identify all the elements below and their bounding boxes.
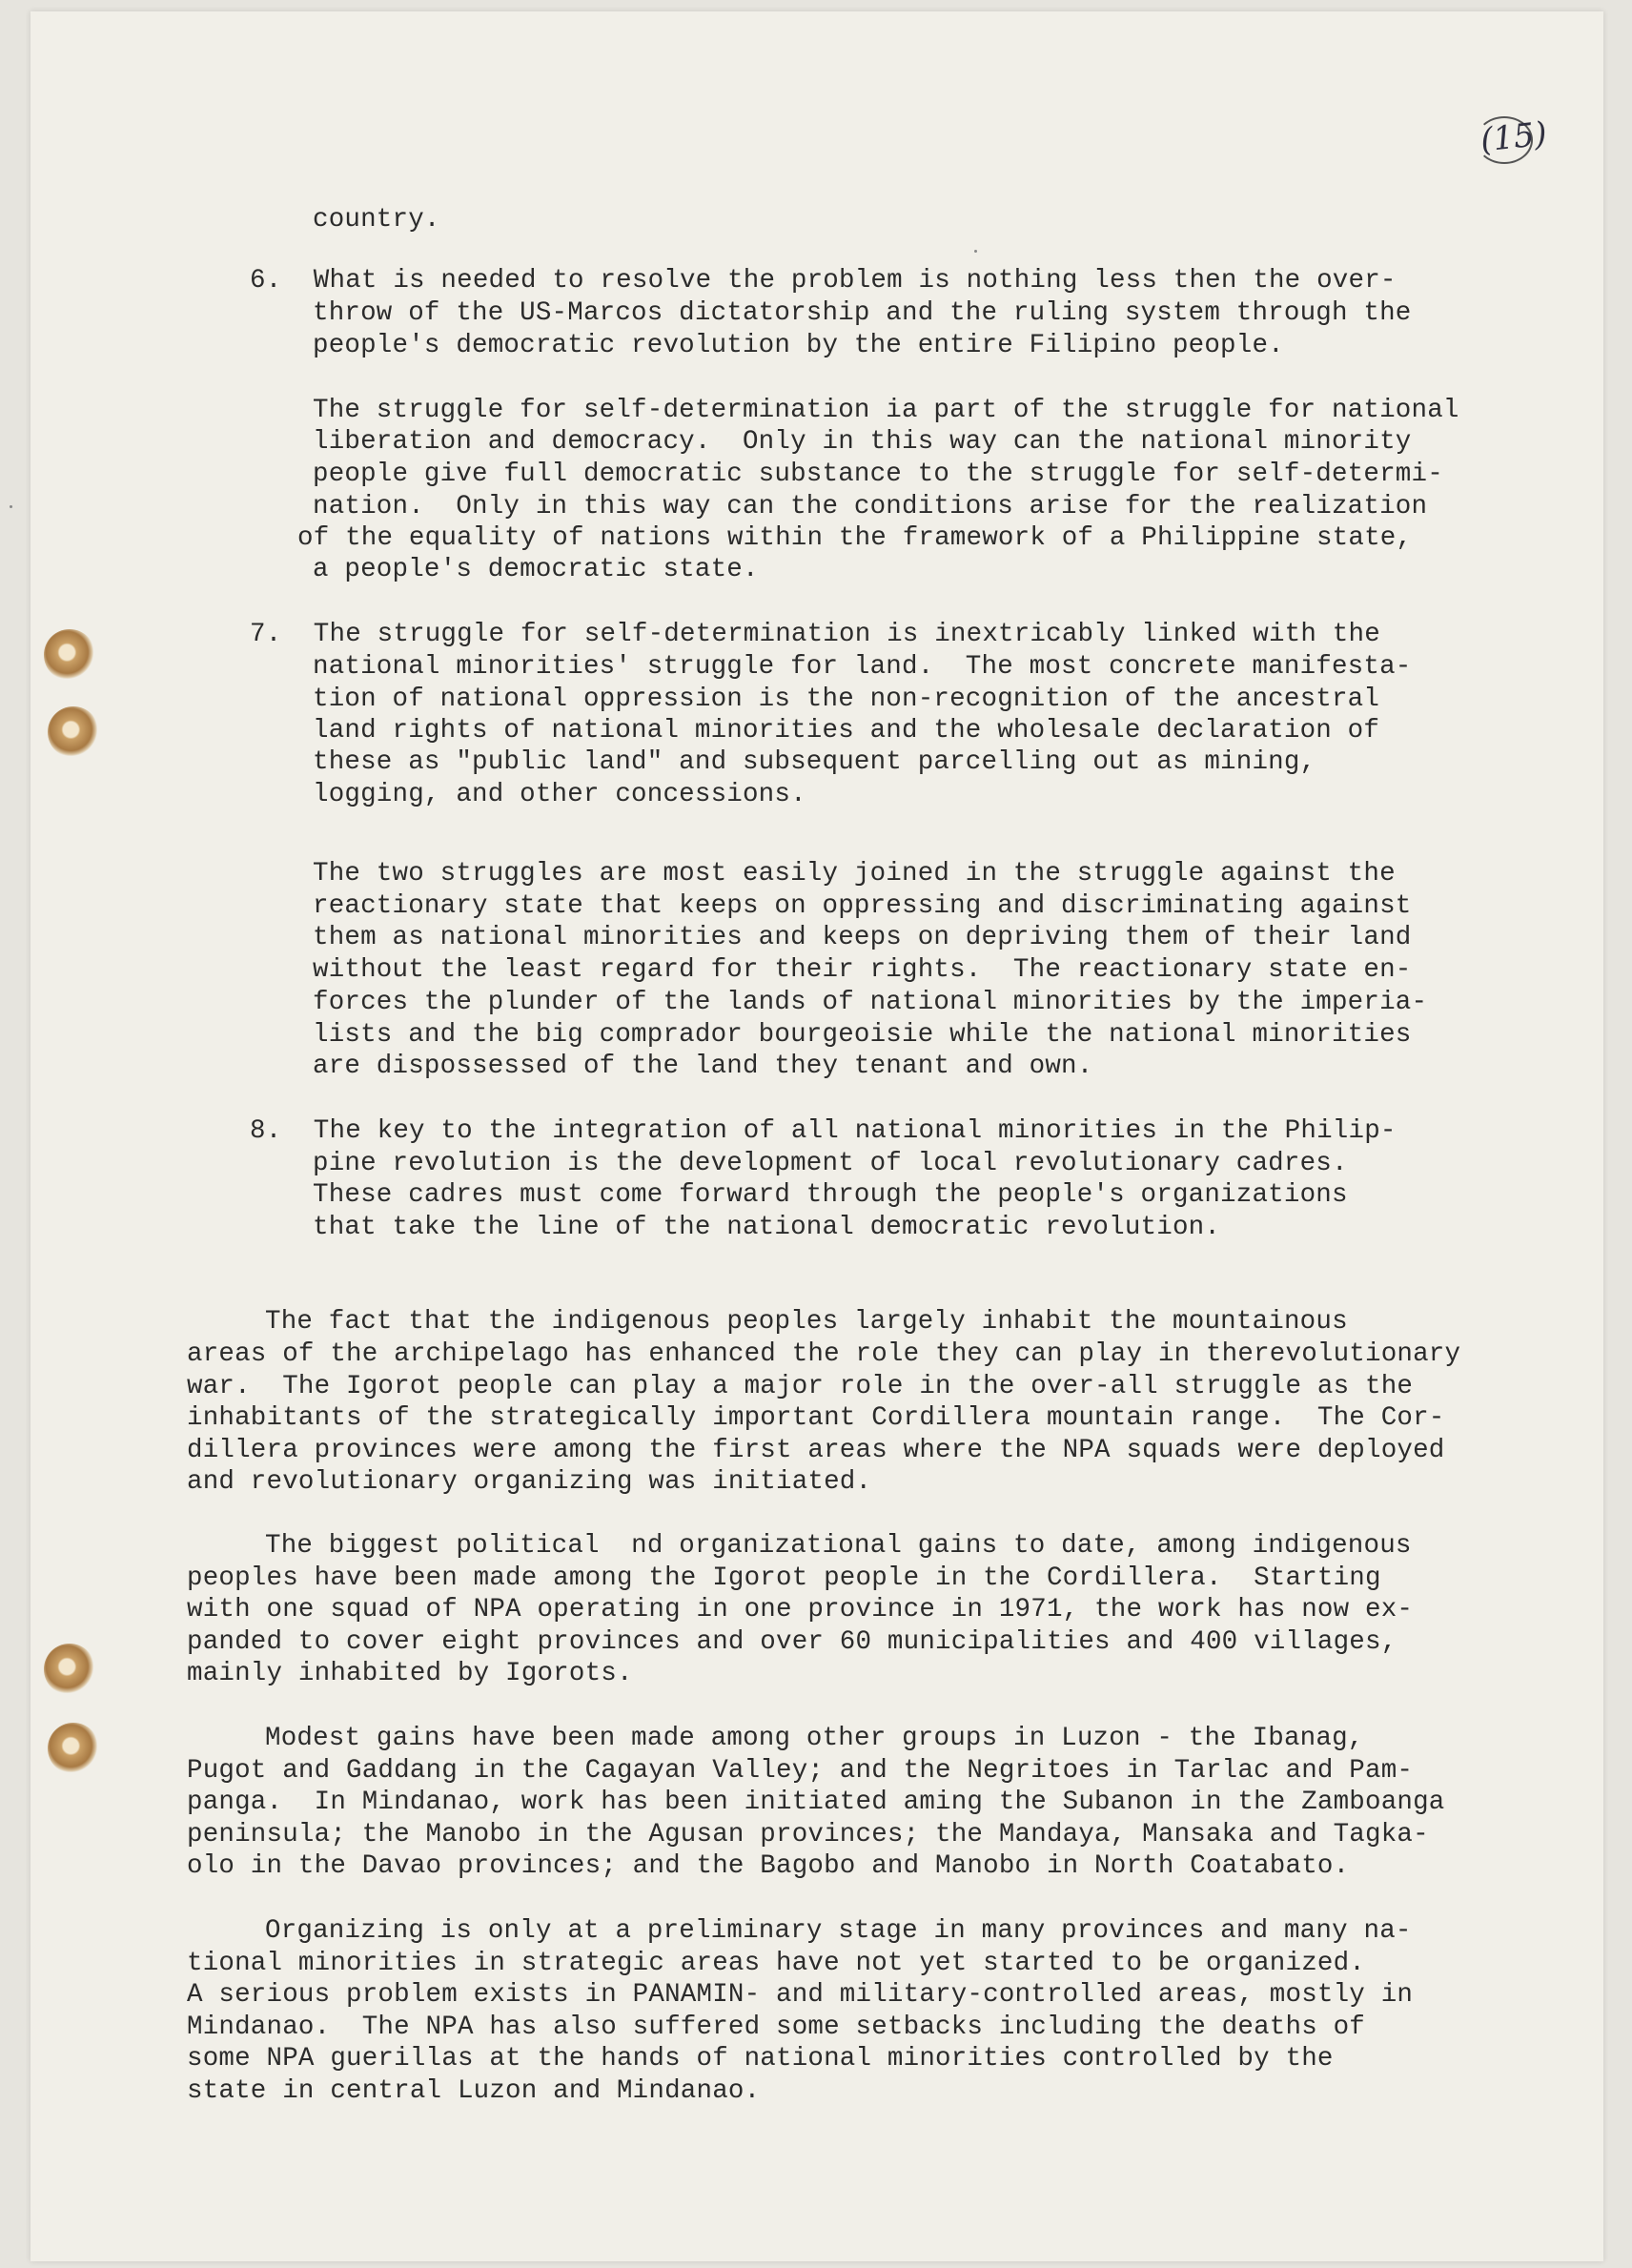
text-line: people's democratic revolution by the entire Filipino people. [313, 331, 1284, 360]
text-line: throw of the US-Marcos dictatorship and the ruling system through the [313, 298, 1412, 328]
text-line: A serious problem exists in PANAMIN- and military-controlled areas, mostly in [187, 1980, 1414, 2010]
text-line: nation. Only in this way can the conditions arise for the realization [313, 492, 1428, 521]
text-line: forces the plunder of the lands of national minorities by the imperia- [313, 988, 1428, 1017]
punch-hole [48, 1723, 99, 1774]
text-line: without the least regard for their rights. The reactionary state en- [313, 955, 1412, 985]
text-line: mainly inhabited by Igorots. [187, 1659, 633, 1688]
text-line: national minorities' struggle for land. The most concrete manifesta- [313, 652, 1412, 682]
text-line: Modest gains have been made among other groups in Luzon - the Ibanag, [265, 1724, 1364, 1753]
punch-hole [48, 706, 99, 758]
text-line: 7. The struggle for self-determination is inextricably linked with the [250, 620, 1380, 649]
text-line: 8. The key to the integration of all national minorities in the Philip- [250, 1116, 1397, 1146]
text-line: pine revolution is the development of local revolutionary cadres. [313, 1149, 1348, 1178]
text-line: Mindanao. The NPA has also suffered some setbacks including the deaths of [187, 2013, 1365, 2042]
text-line: logging, and other concessions. [313, 780, 806, 809]
specks [10, 505, 12, 508]
punch-hole [44, 1644, 95, 1695]
text-line: The struggle for self-determination ia part of the struggle for national [313, 396, 1459, 425]
text-line: panded to cover eight provinces and over 60 municipalities and 400 villages, [187, 1627, 1397, 1657]
text-line: olo in the Davao provinces; and the Bagobo and Manobo in North Coatabato. [187, 1851, 1350, 1881]
text-line: them as national minorities and keeps on depriving them of their land [313, 923, 1412, 952]
page-number: (15) [1479, 114, 1549, 160]
text-line: The fact that the indigenous peoples largely inhabit the mountainous [265, 1307, 1348, 1337]
text-line: The biggest political nd organizational gains to date, among indigenous [265, 1531, 1412, 1561]
text-line: The two struggles are most easily joined in the struggle against the [313, 859, 1396, 889]
text-line: tion of national oppression is the non-recognition of the ancestral [313, 684, 1380, 714]
text-line: that take the line of the national democratic revolution. [313, 1213, 1221, 1242]
text-line: 6. What is needed to resolve the problem is nothing less then the over- [250, 266, 1397, 296]
text-line: panga. In Mindanao, work has been initiated aming the Subanon in the Zamboanga [187, 1788, 1445, 1817]
text-line: peoples have been made among the Igorot people in the Cordillera. Starting [187, 1563, 1381, 1593]
text-line: with one squad of NPA operating in one province in 1971, the work has now ex- [187, 1595, 1414, 1624]
text-line: peninsula; the Manobo in the Agusan provinces; the Mandaya, Mansaka and Tagka- [187, 1820, 1429, 1849]
punch-hole [44, 629, 95, 681]
text-line: Organizing is only at a preliminary stage in many provinces and many na- [265, 1916, 1412, 1946]
text-line: country. [313, 205, 440, 235]
text-line: some NPA guerillas at the hands of national minorities controlled by the [187, 2044, 1334, 2074]
text-line: war. The Igorot people can play a major role in the over-all struggle as the [187, 1372, 1414, 1401]
text-line: lists and the big comprador bourgeoisie while the national minorities [313, 1020, 1412, 1050]
text-line: These cadres must come forward through the people's organizations [313, 1180, 1348, 1210]
text-line: areas of the archipelago has enhanced the role they can play in therevolutionary [187, 1339, 1461, 1369]
specks [974, 250, 977, 253]
text-line: Pugot and Gaddang in the Cagayan Valley; and the Negritoes in Tarlac and Pam- [187, 1756, 1414, 1786]
text-line: are dispossessed of the land they tenant and own. [313, 1052, 1093, 1081]
text-line: a people's democratic state. [313, 555, 759, 584]
text-line: dillera provinces were among the first areas where the NPA squads were deployed [187, 1436, 1445, 1465]
text-line: inhabitants of the strategically important Cordillera mountain range. The Cor- [187, 1403, 1445, 1433]
text-line: state in central Luzon and Mindanao. [187, 2076, 761, 2106]
text-line: reactionary state that keeps on oppressing and discriminating against [313, 891, 1412, 921]
text-line: liberation and democracy. Only in this way can the national minority [313, 427, 1412, 457]
text-line: and revolutionary organizing was initiated. [187, 1467, 872, 1497]
text-line: people give full democratic substance to the struggle for self-determi- [313, 460, 1443, 489]
text-line: tional minorities in strategic areas have not yet started to be organized. [187, 1949, 1365, 1978]
text-line: these as "public land" and subsequent parcelling out as mining, [313, 747, 1316, 777]
text-line: of the equality of nations within the framework of a Philippine state, [297, 523, 1413, 553]
text-line: land rights of national minorities and the wholesale declaration of [313, 716, 1380, 746]
